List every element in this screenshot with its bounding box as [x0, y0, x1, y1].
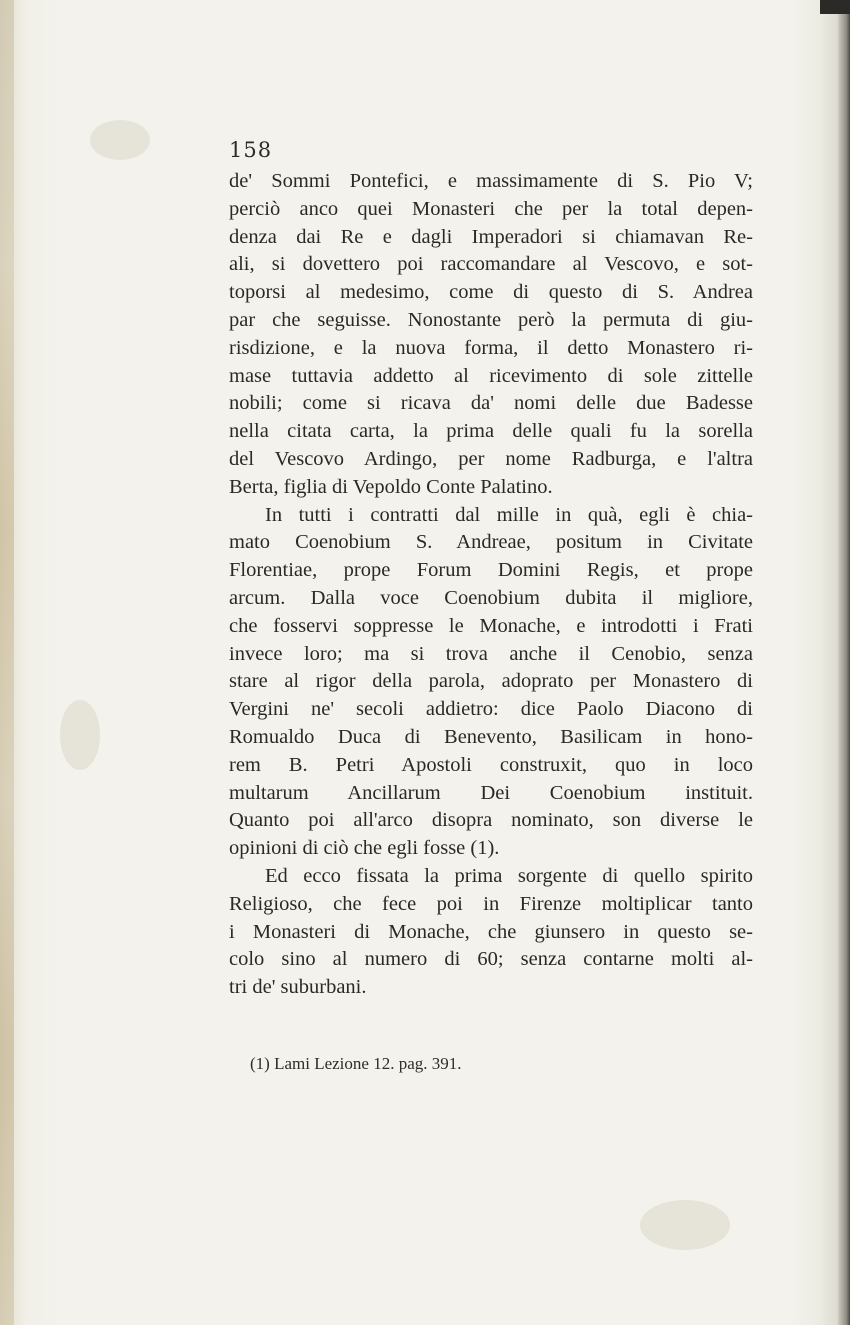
text-line: tri de' suburbani. [229, 976, 367, 999]
text-line: stare al rigor della parola, adoprato per Monastero di [229, 670, 753, 693]
text-line: Berta, figlia di Vepoldo Conte Palatino. [229, 475, 553, 498]
text-line: rem B. Petri Apostoli construxit, quo in loco [229, 753, 753, 776]
text-line: nobili; come si ricava da' nomi delle due Badesse [229, 392, 753, 415]
text-line: Ed ecco fissata la prima sorgente di quello spirito [265, 864, 753, 887]
page-left-edge [0, 0, 14, 1325]
text-line: invece loro; ma si trova anche il Cenobio, senza [229, 642, 753, 665]
text-line: toporsi al medesimo, come di questo di S. Andrea [229, 281, 753, 304]
text-line: Quanto poi all'arco disopra nominato, son diverse le [229, 809, 753, 832]
text-line: multarum Ancillarum Dei Coenobium instituit. [229, 781, 753, 804]
text-line: mato Coenobium S. Andreae, positum in Civitate [229, 531, 753, 554]
text-line: del Vescovo Ardingo, per nome Radburga, e l'altra [229, 447, 753, 470]
text-line: opinioni di ciò che egli fosse (1). [229, 837, 500, 860]
page-corner-shadow [820, 0, 850, 14]
text-line: nella citata carta, la prima delle quali fu la sorella [229, 420, 753, 443]
body-text [229, 168, 753, 1002]
page-right-edge [838, 0, 850, 1325]
text-line: risdizione, e la nuova forma, il detto Monastero ri- [229, 336, 753, 359]
text-line: mase tuttavia addetto al ricevimento di sole zittelle [229, 364, 753, 387]
text-line: Religioso, che fece poi in Firenze moltiplicar tanto [229, 892, 753, 915]
text-line: ali, si dovettero poi raccomandare al Vescovo, e sot- [229, 253, 753, 276]
text-line: denza dai Re e dagli Imperadori si chiamavan Re- [229, 225, 753, 248]
text-line: colo sino al numero di 60; senza contarne molti al- [229, 948, 753, 971]
text-line: Vergini ne' secoli addietro: dice Paolo Diacono di [229, 698, 753, 721]
paper-stain [640, 1200, 730, 1250]
text-line: de' Sommi Pontefici, e massimamente di S. Pio V; [229, 170, 753, 192]
text-line: Romualdo Duca di Benevento, Basilicam in hono- [229, 725, 753, 748]
text-line: arcum. Dalla voce Coenobium dubita il migliore, [229, 586, 753, 609]
text-line: Florentiae, prope Forum Domini Regis, et prope [229, 559, 753, 582]
footnote: (1) Lami Lezione 12. pag. 391. [250, 1054, 462, 1073]
text-line: perciò anco quei Monasteri che per la total depen- [229, 197, 753, 220]
text-line: che fosservi soppresse le Monache, e introdotti i Frati [229, 614, 753, 637]
paper-stain [90, 120, 150, 160]
text-line: par che seguisse. Nonostante però la permuta di giu- [229, 308, 753, 331]
page-number: 158 [229, 138, 273, 162]
paper-stain [60, 700, 100, 770]
text-line: In tutti i contratti dal mille in quà, egli è chia- [265, 503, 753, 526]
text-line: i Monasteri di Monache, che giunsero in questo se- [229, 920, 753, 943]
